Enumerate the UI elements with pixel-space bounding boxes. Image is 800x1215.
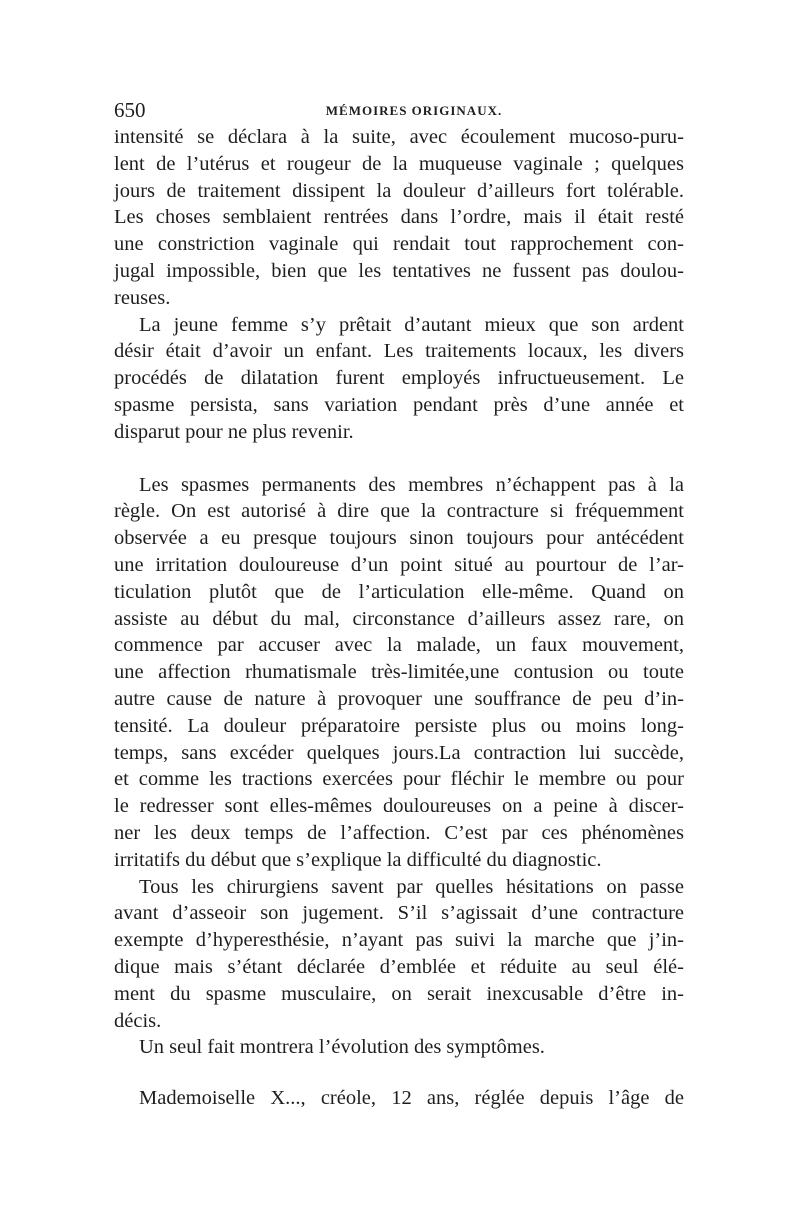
text-line: désir était d’avoir un enfant. Les traitements locaux, les divers (114, 340, 684, 363)
text-line: décis. (114, 1009, 162, 1032)
text-line: le redresser sont elles-mêmes douloureuses on a peine à discer- (114, 795, 684, 818)
page-header (114, 98, 684, 122)
text-line: une irritation douloureuse d’un point situé au pourtour de l’ar- (114, 553, 684, 576)
text-line: reuses. (114, 286, 171, 309)
text-line: ticulation plutôt que de l’articulation elle-même. Quand on (114, 580, 684, 603)
text-line: Les choses semblaient rentrées dans l’ordre, mais il était resté (114, 206, 684, 229)
text-line: commence par accuser avec la malade, un faux mouvement, (114, 634, 684, 657)
text-line: irritatifs du début que s’explique la difficulté du diagnostic. (114, 848, 602, 871)
text-line: et comme les tractions exercées pour fléchir le membre ou pour (114, 768, 684, 791)
text-line: une affection rhumatismale très-limitée,une contusion ou toute (114, 661, 684, 684)
text-line: intensité se déclara à la suite, avec écoulement mucoso-puru- (114, 126, 684, 148)
text-line: une constriction vaginale qui rendait tout rapprochement con- (114, 233, 684, 256)
page-number: 650 (114, 98, 146, 122)
text-line: procédés de dilatation furent employés infructueusement. Le (114, 367, 684, 390)
text-line: règle. On est autorisé à dire que la contracture si fréquemment (114, 500, 684, 523)
text-line: disparut pour ne plus revenir. (114, 420, 354, 443)
text-line: La jeune femme s’y prêtait d’autant mieux que son ardent (139, 313, 684, 336)
text-line: Un seul fait montrera l’évolution des symptômes. (139, 1036, 545, 1059)
text-line: Tous les chirurgiens savent par quelles hésitations on passe (139, 875, 684, 898)
text-line: ment du spasme musculaire, on serait inexcusable d’être in- (114, 982, 684, 1005)
text-line: observée a eu presque toujours sinon toujours pour antécédent (114, 527, 684, 550)
text-line: exempte d’hyperesthésie, n’ayant pas suivi la marche que j’in- (114, 929, 684, 952)
body-text (114, 124, 684, 1112)
text-line: lent de l’utérus et rougeur de la muqueuse vaginale ; quelques (114, 152, 684, 175)
text-line: ner les deux temps de l’affection. C’est par ces phénomènes (114, 821, 684, 844)
text-line: Mademoiselle X..., créole, 12 ans, réglée depuis l’âge de (139, 1087, 684, 1110)
text-line: temps, sans excéder quelques jours.La contraction lui succède, (114, 741, 684, 764)
text-line: jours de traitement dissipent la douleur d’ailleurs fort tolérable. (114, 179, 684, 202)
text-line: autre cause de nature à provoquer une souffrance de peu d’in- (114, 687, 684, 710)
running-head: MÉMOIRES ORIGINAUX. (325, 103, 503, 118)
paragraph-gap (114, 446, 684, 472)
text-line: spasme persista, sans variation pendant près d’une année et (114, 393, 684, 416)
text-line: dique mais s’étant déclarée d’emblée et réduite au seul élé- (114, 955, 684, 978)
text-line: Les spasmes permanents des membres n’échappent pas à la (139, 473, 684, 496)
text-line: avant d’asseoir son jugement. S’il s’agissait d’une contracture (114, 902, 684, 925)
text-line: jugal impossible, bien que les tentatives ne fussent pas doulou- (114, 259, 684, 282)
paragraph-gap (114, 1061, 684, 1085)
text-line: tensité. La douleur préparatoire persiste plus ou moins long- (114, 714, 684, 737)
text-line: assiste au début du mal, circonstance d’ailleurs assez rare, on (114, 607, 684, 630)
